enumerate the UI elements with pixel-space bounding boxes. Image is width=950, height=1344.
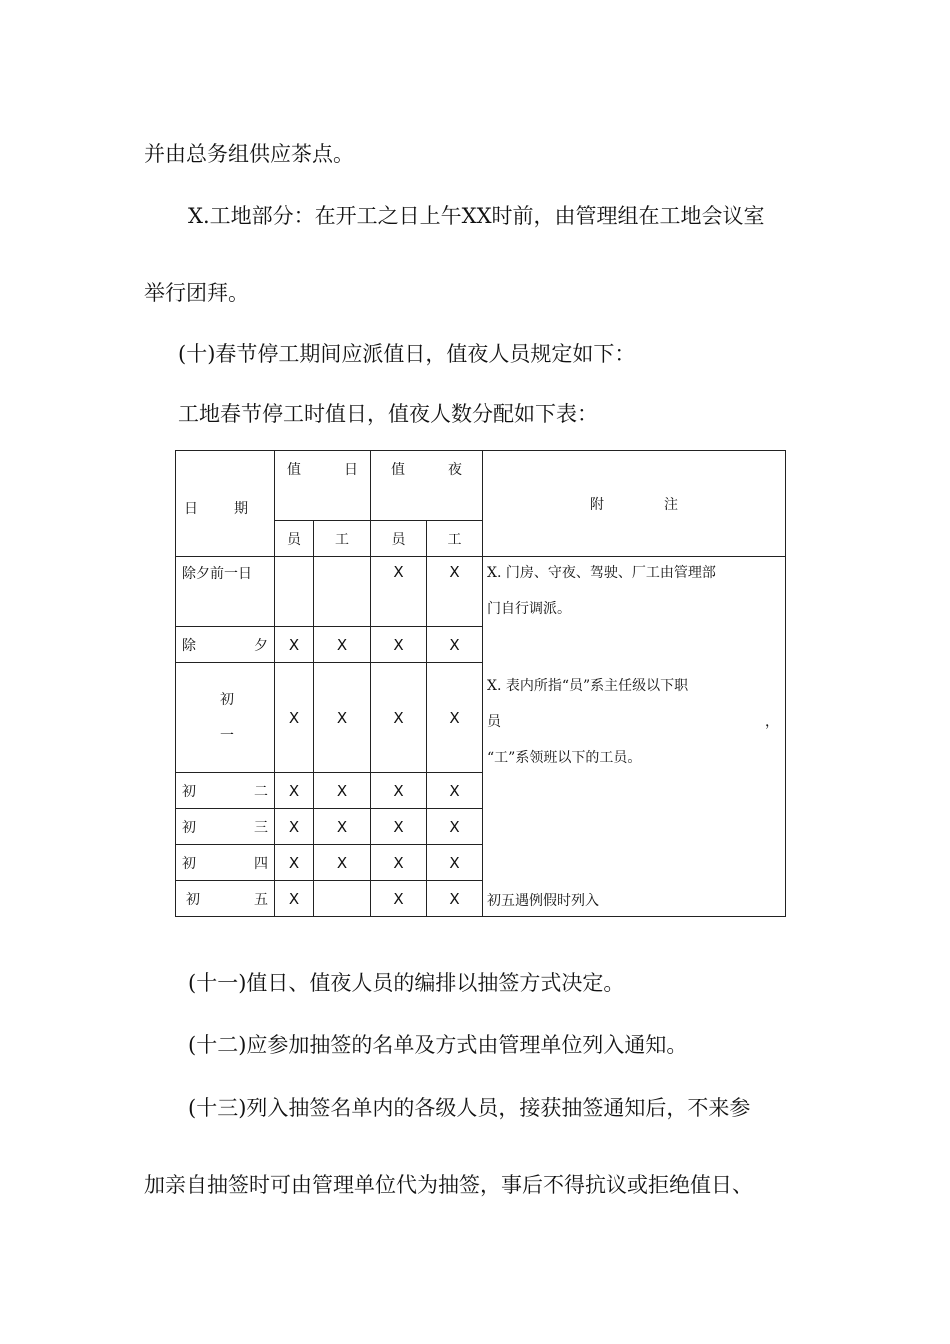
- mark: X: [288, 889, 300, 908]
- note-3: [487, 883, 779, 917]
- header-day-char-2: 日: [344, 462, 358, 478]
- header-day-worker: 工: [314, 521, 371, 557]
- date-cell-day-five: [176, 881, 275, 917]
- date-char-2: 夕: [254, 637, 268, 654]
- mark: X: [393, 781, 404, 800]
- cell-night-worker: [427, 773, 483, 809]
- cell-day-worker: [314, 845, 371, 881]
- cell-night-staff: [371, 845, 427, 881]
- note-2: [487, 668, 779, 776]
- mark: X: [336, 853, 348, 872]
- mark: X: [393, 889, 404, 908]
- date-text: 除夕前一日: [182, 566, 252, 582]
- paragraph-item-thirteen: (十三)列入抽签名单内的各级人员，接获抽签通知后，不来参: [188, 1096, 751, 1120]
- note-3-line-1: 初五遇例假时列入: [487, 893, 599, 909]
- cell-night-worker: [427, 881, 483, 917]
- date-char-2: 一: [220, 727, 234, 744]
- cell-night-worker: [427, 627, 483, 663]
- date-cell-new-years-eve-minus-one: [176, 557, 275, 627]
- date-char-2: 四: [254, 855, 268, 872]
- cell-night-staff: [371, 881, 427, 917]
- note-2-line-3: “工”系领班以下的工员。: [487, 750, 642, 766]
- date-char-2: 二: [254, 783, 268, 800]
- cell-night-staff: [371, 663, 427, 773]
- cell-day-worker: [314, 773, 371, 809]
- cell-day-worker: [314, 663, 371, 773]
- mark: X: [393, 853, 404, 872]
- date-char-1: 初: [186, 891, 200, 908]
- date-char-1: 初: [220, 691, 234, 708]
- mark: X: [288, 781, 300, 800]
- cell-night-worker: [427, 663, 483, 773]
- date-char-1: 除: [182, 637, 196, 654]
- date-char-1: 初: [182, 819, 196, 836]
- cell-day-worker: [314, 627, 371, 663]
- cell-day-staff: [275, 845, 314, 881]
- header-day-char-1: 值: [287, 462, 301, 478]
- cell-day-worker: [314, 881, 371, 917]
- paragraph-item-twelve: (十二)应参加抽签的名单及方式由管理单位列入通知。: [188, 1033, 688, 1057]
- note-2-line-2-end: ，: [765, 714, 779, 730]
- cell-night-staff: [371, 627, 427, 663]
- date-cell-day-four: [176, 845, 275, 881]
- cell-night-staff: [371, 557, 427, 627]
- header-night-duty: [371, 451, 483, 521]
- cell-day-staff: [275, 627, 314, 663]
- mark: X: [449, 563, 460, 581]
- paragraph-table-intro: 工地春节停工时值日，值夜人数分配如下表：: [178, 402, 598, 426]
- mark: X: [393, 563, 404, 581]
- mark: X: [336, 708, 348, 727]
- mark: X: [393, 817, 404, 836]
- mark: X: [336, 635, 348, 654]
- mark: X: [393, 708, 404, 727]
- mark: X: [336, 817, 348, 836]
- mark: X: [449, 889, 460, 908]
- mark: X: [449, 817, 460, 836]
- header-night-char-2: 夜: [448, 462, 462, 478]
- header-night-staff: 员: [371, 521, 427, 557]
- paragraph-item-thirteen-cont: 加亲自抽签时可由管理单位代为抽签，事后不得抗议或拒绝值日、: [144, 1173, 753, 1197]
- mark: X: [449, 781, 460, 800]
- cell-day-staff: [275, 881, 314, 917]
- cell-day-worker: [314, 809, 371, 845]
- paragraph-site-section: X.工地部分：在开工之日上午XX时前，由管理组在工地会议室: [188, 204, 765, 228]
- header-date-char-1: 日: [184, 500, 198, 517]
- duty-schedule-table: [175, 450, 786, 917]
- cell-night-staff: [371, 809, 427, 845]
- header-day-staff: 员: [275, 521, 314, 557]
- mark: X: [449, 853, 460, 872]
- date-cell-day-three: [176, 809, 275, 845]
- note-1: [487, 557, 779, 628]
- cell-day-staff: [275, 809, 314, 845]
- remarks-cell: [483, 557, 786, 917]
- date-cell-new-years-eve: [176, 627, 275, 663]
- paragraph-item-eleven: (十一)值日、值夜人员的编排以抽签方式决定。: [188, 971, 625, 995]
- mark: X: [449, 635, 460, 654]
- date-char-2: 三: [254, 819, 268, 836]
- date-char-1: 初: [182, 855, 196, 872]
- note-2-line-2: [487, 704, 779, 740]
- header-night-char-1: 值: [391, 462, 405, 478]
- header-day-duty: [275, 451, 371, 521]
- cell-night-worker: [427, 809, 483, 845]
- mark: X: [393, 635, 404, 654]
- date-cell-day-two: [176, 773, 275, 809]
- date-char-1: 初: [182, 783, 196, 800]
- cell-day-staff: [275, 773, 314, 809]
- date-char-2: 五: [254, 891, 268, 908]
- note-2-line-2-start: 员: [487, 714, 501, 730]
- note-1-line-2: 门自行调派。: [487, 601, 571, 617]
- cell-day-staff: [275, 663, 314, 773]
- mark: X: [288, 853, 300, 872]
- mark: X: [288, 708, 300, 727]
- header-date-char-2: 期: [234, 500, 248, 517]
- cell-day-staff: [275, 557, 314, 627]
- mark: X: [288, 635, 300, 654]
- note-1-line-1: X. 门房、守夜、驾驶、厂工由管理部: [487, 565, 716, 581]
- mark: X: [288, 817, 300, 836]
- paragraph-tea: 并由总务组供应茶点。: [144, 142, 354, 166]
- mark: X: [336, 781, 348, 800]
- header-remarks-char-1: 附: [590, 496, 604, 513]
- cell-night-worker: [427, 557, 483, 627]
- date-cell-day-one: [176, 663, 275, 773]
- mark: X: [449, 708, 460, 727]
- cell-night-worker: [427, 845, 483, 881]
- header-remarks: [483, 451, 786, 557]
- header-night-worker: 工: [427, 521, 483, 557]
- note-2-line-1: X. 表内所指“员”系主任级以下职: [487, 678, 689, 694]
- header-date-cell: [176, 451, 275, 557]
- paragraph-group-greeting: 举行团拜。: [144, 281, 249, 305]
- paragraph-item-ten: (十)春节停工期间应派值日，值夜人员规定如下：: [178, 342, 636, 366]
- cell-day-worker: [314, 557, 371, 627]
- header-remarks-char-2: 注: [664, 496, 678, 513]
- cell-night-staff: [371, 773, 427, 809]
